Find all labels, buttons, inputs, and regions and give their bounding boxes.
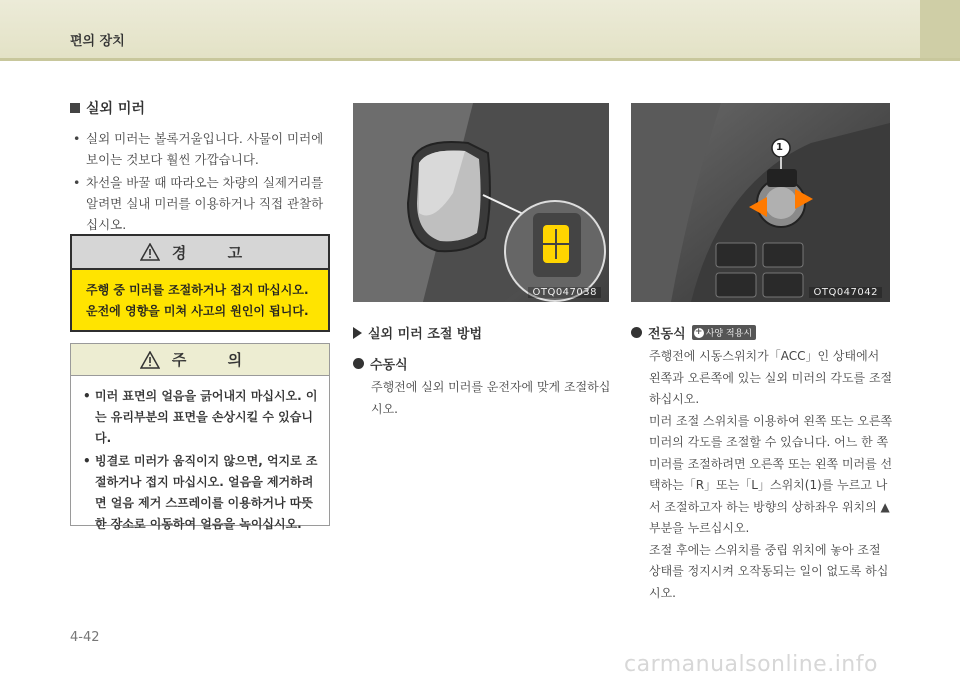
caution-item: • 미러 표면의 얼음을 긁어내지 마십시오. 이는 유리부분의 표면을 손상시킬 수 있습니다.: [81, 386, 319, 449]
option-badge: [692, 325, 756, 340]
bullet-item: • 실외 미러는 볼록거울입니다. 사물이 미러에 보이는 것보다 훨씬 가깝습니다.: [70, 128, 332, 170]
option-badge-text: 사양 적용시: [705, 329, 753, 339]
callout-number: 1: [776, 142, 783, 153]
electric-paragraph: 주행전에 시동스위치가「ACC」인 상태에서 왼쪽과 오른쪽에 있는 실외 미러의 각도를 조절하십시오.: [649, 349, 893, 406]
electric-switch-illustration: [631, 103, 890, 302]
warning-triangle-icon: [140, 243, 160, 261]
watermark: carmanualsonline.info: [624, 652, 878, 677]
electric-paragraph: 조절 후에는 스위치를 중립 위치에 놓아 조절 상태를 정지시켜 오작동되는 일이 없도록 하십시오.: [649, 542, 889, 600]
dot-bullet-icon: [353, 358, 364, 369]
electric-title: [631, 323, 893, 342]
photo-code-left: OTQ047038: [528, 287, 601, 298]
arrow-right-icon: [353, 327, 362, 339]
plus-icon: +: [694, 327, 703, 337]
electric-paragraph: 미러 조절 스위치를 이용하여 왼쪽 또는 오른쪽 미러의 각도를 조절할 수 있습니다. 어느 한 쪽 미러를 조절하려면 오른쪽 또는 왼쪽 미러를 선택하는「R」또는「L」스위치(1)를 누르고 나서 조절하고자 하는 방향의 상하좌우 위치의 ▲ 부분을 누르십시오.: [649, 413, 893, 535]
electric-mirror-switch-photo: [631, 103, 890, 302]
adjust-method-section: [353, 323, 611, 420]
section-title-text: 실외 미러: [86, 101, 145, 117]
adjust-title-text: 실외 미러 조절 방법: [368, 327, 483, 342]
header-divider: [0, 58, 960, 61]
adjust-title: [353, 323, 611, 342]
header-tab: [920, 0, 960, 58]
warning-line: 운전에 영향을 미쳐 사고의 원인이 됩니다.: [86, 304, 309, 318]
caution-triangle-icon: [140, 351, 160, 369]
caution-box: [70, 343, 330, 531]
warning-header: [72, 236, 328, 270]
dot-bullet-icon: [631, 327, 642, 338]
caution-title: 주 의: [171, 351, 261, 369]
warning-body: [72, 270, 328, 330]
section-title: [70, 98, 332, 118]
manual-mirror-photo: [353, 103, 609, 302]
bullet-item: • 차선을 바꿀 때 따라오는 차량의 실제거리를 알려면 실내 미러를 이용하거나 직접 관찰하십시오.: [70, 172, 332, 235]
section-bullets: [70, 128, 332, 235]
square-bullet-icon: [70, 103, 80, 113]
header-title: 편의 장치: [70, 34, 125, 49]
outside-mirror-section: [70, 98, 332, 237]
page-number: 4-42: [70, 630, 100, 645]
manual-text: 주행전에 실외 미러를 운전자에 맞게 조절하십시오.: [371, 380, 611, 416]
caution-header: [71, 344, 329, 376]
page-header: [0, 0, 960, 58]
warning-line: 주행 중 미러를 조절하거나 접지 마십시오.: [86, 283, 309, 297]
caution-body: [71, 376, 329, 535]
electric-title-text: 전동식: [648, 327, 686, 342]
caution-item: • 빙결로 미러가 움직이지 않으면, 억지로 조절하거나 접지 마십시오. 얼음을 제거하려면 얼음 제거 스프레이를 이용하거나 따뜻한 장소로 이동하여 얼음을 녹이십시오.: [81, 451, 319, 535]
manual-title: [353, 354, 611, 373]
photo-code-right: OTQ047042: [809, 287, 882, 298]
manual-mirror-illustration: [353, 103, 609, 302]
warning-title: 경 고: [171, 243, 261, 262]
manual-title-text: 수동식: [370, 358, 408, 373]
electric-section: [631, 323, 893, 604]
warning-box: [70, 234, 330, 332]
